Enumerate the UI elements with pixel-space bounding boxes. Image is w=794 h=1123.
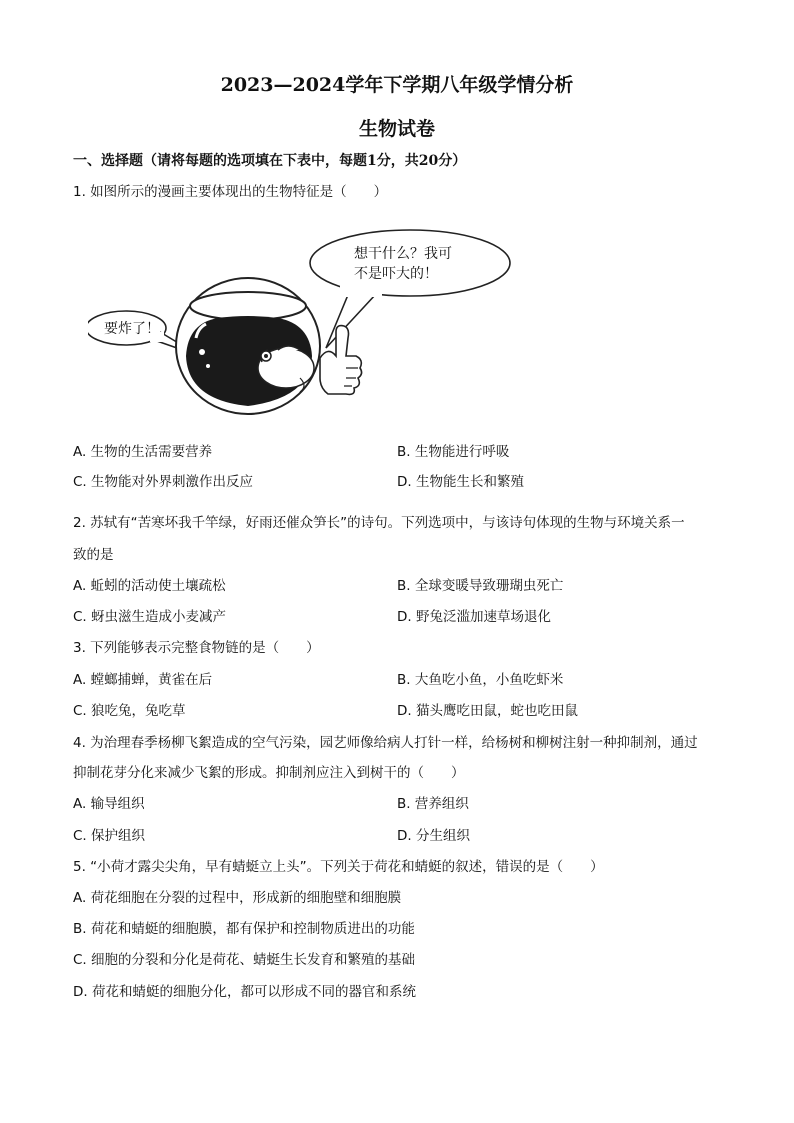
page-title: 2023—2024学年下学期八年级学情分析: [220, 74, 574, 96]
thumbs-up-icon: [320, 326, 362, 395]
section-heading: 一、选择题（请将每题的选项填在下表中，每题1分，共20分）: [73, 153, 467, 169]
q5-option-d: D. 荷花和蜻蜓的细胞分化，都可以形成不同的器官和系统: [73, 984, 416, 1000]
question-4-stem-line2: 抑制花芽分化来减少飞絮的形成。抑制剂应注入到树干的（ ）: [73, 765, 465, 781]
q2-option-c: C. 蚜虫滋生造成小麦减产: [73, 609, 227, 625]
bubble-right-line2: 不是吓大的！: [354, 266, 438, 282]
q5-option-a: A. 荷花细胞在分裂的过程中，形成新的细胞壁和细胞膜: [73, 890, 402, 906]
q2-option-a: A. 蚯蚓的活动使土壤疏松: [73, 578, 226, 594]
q1-option-b: B. 生物能进行呼吸: [397, 444, 510, 460]
question-2-stem-line2: 致的是: [73, 547, 114, 563]
q3-option-d: D. 猫头鹰吃田鼠，蛇也吃田鼠: [397, 703, 578, 719]
question-1-stem: 1. 如图所示的漫画主要体现出的生物特征是（ ）: [73, 184, 388, 200]
q2-option-b: B. 全球变暖导致珊瑚虫死亡: [397, 578, 564, 594]
q4-option-c: C. 保护组织: [73, 828, 146, 844]
fishbowl-icon: [176, 278, 320, 414]
q4-option-b: B. 营养组织: [397, 796, 469, 812]
page-subtitle: 生物试卷: [358, 118, 435, 140]
q3-option-c: C. 狼吃兔，兔吃草: [73, 703, 186, 719]
cartoon-figure: [88, 228, 518, 428]
q2-option-d: D. 野兔泛滥加速草场退化: [397, 609, 551, 625]
question-3-stem: 3. 下列能够表示完整食物链的是（ ）: [73, 640, 320, 656]
q5-option-c: C. 细胞的分裂和分化是荷花、蜻蜓生长发育和繁殖的基础: [73, 952, 416, 968]
bubble-right-line1: 想干什么？我可: [354, 246, 452, 262]
q5-option-b: B. 荷花和蜻蜓的细胞膜，都有保护和控制物质进出的功能: [73, 921, 415, 937]
question-5-stem: 5. “小荷才露尖尖角，早有蜻蜓立上头”。下列关于荷花和蜻蜓的叙述，错误的是（ ）: [73, 859, 604, 875]
bubble-left-text: 要炸了！: [104, 321, 160, 337]
question-4-stem-line1: 4. 为治理春季杨柳飞絮造成的空气污染，园艺师像给病人打针一样，给杨树和柳树注射一种抑制剂，通过: [73, 735, 698, 751]
q1-option-a: A. 生物的生活需要营养: [73, 444, 213, 460]
q3-option-a: A. 螳螂捕蝉，黄雀在后: [73, 672, 213, 688]
q1-option-d: D. 生物能生长和繁殖: [397, 474, 524, 490]
q1-option-c: C. 生物能对外界刺激作出反应: [73, 474, 254, 490]
q4-option-a: A. 输导组织: [73, 796, 145, 812]
question-2-stem-line1: 2. 苏轼有“苦寒坏我千竿绿，好雨还催众笋长”的诗句。下列选项中，与该诗句体现的生物与环境关系一: [73, 515, 685, 531]
q4-option-d: D. 分生组织: [397, 828, 470, 844]
q3-option-b: B. 大鱼吃小鱼，小鱼吃虾米: [397, 672, 564, 688]
